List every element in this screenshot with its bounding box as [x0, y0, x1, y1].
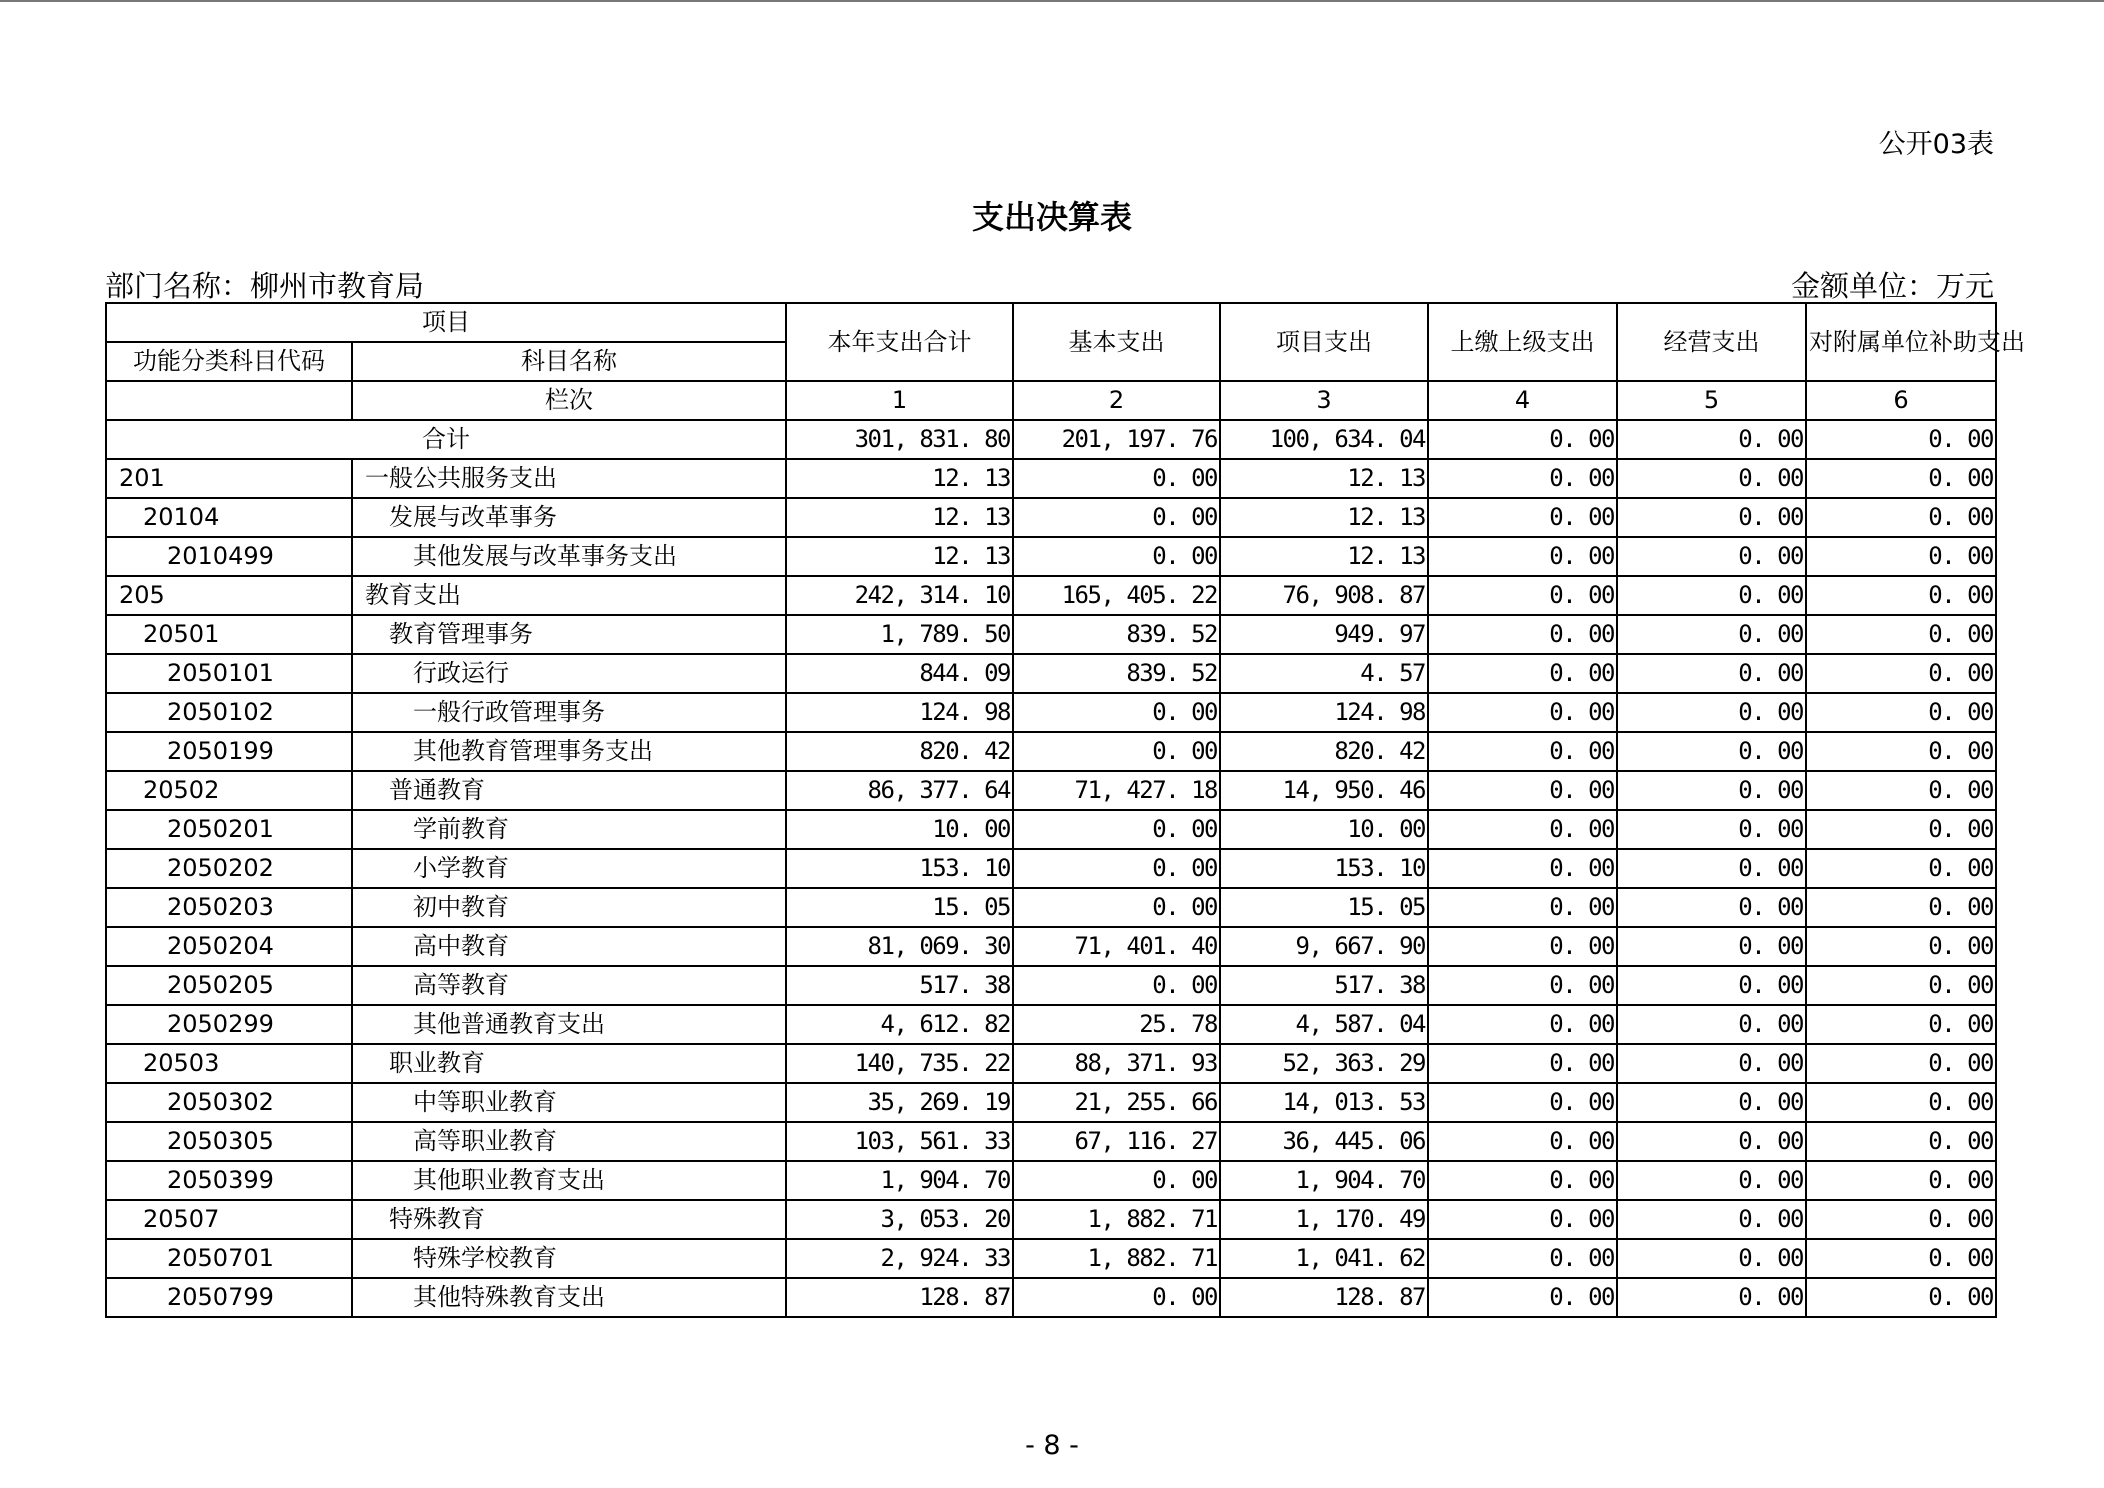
table-row [106, 1122, 1996, 1161]
row-value: 0. 00 [1806, 1005, 1996, 1044]
row-code: 2050201 [106, 810, 352, 849]
column-number: 6 [1806, 381, 1996, 420]
row-value: 12. 13 [786, 498, 1013, 537]
row-value: 0. 00 [1428, 888, 1617, 927]
row-value: 0. 00 [1013, 732, 1220, 771]
row-value: 4, 612. 82 [786, 1005, 1013, 1044]
row-code: 2050204 [106, 927, 352, 966]
row-value: 10. 00 [1220, 810, 1428, 849]
row-value: 0. 00 [1806, 1044, 1996, 1083]
row-value: 949. 97 [1220, 615, 1428, 654]
column-number-label: 栏次 [352, 381, 786, 420]
table-row [106, 1005, 1996, 1044]
row-name: 高等教育 [352, 966, 786, 1005]
row-value: 9, 667. 90 [1220, 927, 1428, 966]
table-row [106, 576, 1996, 615]
row-name: 其他发展与改革事务支出 [352, 537, 786, 576]
row-value: 15. 05 [786, 888, 1013, 927]
row-value: 0. 00 [1428, 498, 1617, 537]
row-value: 0. 00 [1617, 1161, 1806, 1200]
row-value: 128. 87 [786, 1278, 1013, 1317]
row-value: 0. 00 [1428, 693, 1617, 732]
header-code: 功能分类科目代码 [106, 342, 352, 381]
row-value: 0. 00 [1617, 498, 1806, 537]
row-value: 0. 00 [1806, 732, 1996, 771]
table-row [106, 771, 1996, 810]
row-value: 0. 00 [1617, 732, 1806, 771]
row-value: 0. 00 [1617, 1005, 1806, 1044]
row-name: 小学教育 [352, 849, 786, 888]
row-value: 0. 00 [1617, 849, 1806, 888]
row-value: 0. 00 [1806, 498, 1996, 537]
row-code: 2050203 [106, 888, 352, 927]
row-value: 0. 00 [1617, 537, 1806, 576]
column-number-blank [106, 381, 352, 420]
row-value: 0. 00 [1806, 1122, 1996, 1161]
row-value: 0. 00 [1013, 966, 1220, 1005]
row-value: 86, 377. 64 [786, 771, 1013, 810]
row-value: 12. 13 [1220, 459, 1428, 498]
column-number-row [106, 381, 1996, 420]
table-row [106, 849, 1996, 888]
row-value: 0. 00 [1428, 1278, 1617, 1317]
row-value: 12. 13 [786, 537, 1013, 576]
row-name: 行政运行 [352, 654, 786, 693]
row-value: 153. 10 [786, 849, 1013, 888]
row-code: 2050101 [106, 654, 352, 693]
row-value: 0. 00 [1617, 1239, 1806, 1278]
table-row [106, 1278, 1996, 1317]
header-item: 项目 [106, 303, 786, 342]
row-value: 0. 00 [1806, 1200, 1996, 1239]
row-value: 517. 38 [786, 966, 1013, 1005]
row-value: 12. 13 [1220, 537, 1428, 576]
row-value: 4. 57 [1220, 654, 1428, 693]
row-value: 153. 10 [1220, 849, 1428, 888]
column-number: 2 [1013, 381, 1220, 420]
expenditure-table [105, 302, 2025, 1318]
row-value: 1, 904. 70 [786, 1161, 1013, 1200]
total-value: 301, 831. 80 [786, 420, 1013, 459]
row-value: 14, 013. 53 [1220, 1083, 1428, 1122]
row-value: 0. 00 [1617, 810, 1806, 849]
row-value: 0. 00 [1806, 927, 1996, 966]
row-value: 0. 00 [1428, 576, 1617, 615]
total-row [106, 420, 1996, 459]
row-value: 0. 00 [1617, 1122, 1806, 1161]
header-col4: 上缴上级支出 [1428, 303, 1617, 381]
row-value: 81, 069. 30 [786, 927, 1013, 966]
table-row [106, 693, 1996, 732]
row-value: 0. 00 [1428, 615, 1617, 654]
row-code: 20502 [106, 771, 352, 810]
row-code: 20501 [106, 615, 352, 654]
row-name: 特殊教育 [352, 1200, 786, 1239]
row-value: 839. 52 [1013, 654, 1220, 693]
row-value: 0. 00 [1806, 771, 1996, 810]
row-value: 10. 00 [786, 810, 1013, 849]
row-value: 88, 371. 93 [1013, 1044, 1220, 1083]
row-value: 0. 00 [1428, 1005, 1617, 1044]
total-value: 0. 00 [1617, 420, 1806, 459]
table-row [106, 888, 1996, 927]
row-value: 0. 00 [1428, 1200, 1617, 1239]
row-value: 0. 00 [1806, 1161, 1996, 1200]
row-value: 0. 00 [1617, 927, 1806, 966]
row-name: 高中教育 [352, 927, 786, 966]
row-value: 67, 116. 27 [1013, 1122, 1220, 1161]
row-value: 4, 587. 04 [1220, 1005, 1428, 1044]
row-code: 20503 [106, 1044, 352, 1083]
row-value: 2, 924. 33 [786, 1239, 1013, 1278]
row-value: 0. 00 [1428, 966, 1617, 1005]
row-value: 0. 00 [1013, 849, 1220, 888]
row-value: 1, 904. 70 [1220, 1161, 1428, 1200]
row-name: 其他普通教育支出 [352, 1005, 786, 1044]
row-value: 0. 00 [1617, 459, 1806, 498]
row-name: 中等职业教育 [352, 1083, 786, 1122]
row-value: 0. 00 [1806, 537, 1996, 576]
total-value: 0. 00 [1428, 420, 1617, 459]
total-label: 合计 [106, 420, 786, 459]
row-name: 其他教育管理事务支出 [352, 732, 786, 771]
total-value: 100, 634. 04 [1220, 420, 1428, 459]
department-name: 部门名称：柳州市教育局 [105, 269, 425, 303]
row-name: 职业教育 [352, 1044, 786, 1083]
row-value: 0. 00 [1428, 537, 1617, 576]
row-name: 普通教育 [352, 771, 786, 810]
header-col6: 对附属单位补助支出 [1806, 303, 1996, 381]
row-value: 1, 170. 49 [1220, 1200, 1428, 1239]
row-value: 124. 98 [1220, 693, 1428, 732]
row-name: 一般公共服务支出 [352, 459, 786, 498]
row-value: 517. 38 [1220, 966, 1428, 1005]
row-value: 0. 00 [1617, 654, 1806, 693]
row-value: 1, 041. 62 [1220, 1239, 1428, 1278]
table-row [106, 1044, 1996, 1083]
row-value: 0. 00 [1806, 693, 1996, 732]
row-value: 0. 00 [1428, 654, 1617, 693]
row-value: 71, 427. 18 [1013, 771, 1220, 810]
row-value: 0. 00 [1617, 771, 1806, 810]
row-value: 0. 00 [1806, 849, 1996, 888]
row-name: 学前教育 [352, 810, 786, 849]
table-row [106, 1083, 1996, 1122]
row-name: 发展与改革事务 [352, 498, 786, 537]
row-code: 201 [106, 459, 352, 498]
row-value: 0. 00 [1806, 576, 1996, 615]
row-value: 25. 78 [1013, 1005, 1220, 1044]
top-border-line [0, 0, 2104, 2]
row-value: 0. 00 [1806, 1278, 1996, 1317]
row-name: 一般行政管理事务 [352, 693, 786, 732]
row-value: 0. 00 [1806, 966, 1996, 1005]
row-value: 0. 00 [1013, 810, 1220, 849]
row-code: 2050399 [106, 1161, 352, 1200]
row-value: 0. 00 [1428, 1083, 1617, 1122]
row-code: 2050701 [106, 1239, 352, 1278]
row-value: 0. 00 [1617, 1278, 1806, 1317]
row-code: 2050305 [106, 1122, 352, 1161]
row-value: 844. 09 [786, 654, 1013, 693]
row-value: 0. 00 [1013, 693, 1220, 732]
row-value: 0. 00 [1428, 810, 1617, 849]
row-value: 1, 882. 71 [1013, 1239, 1220, 1278]
row-name: 教育支出 [352, 576, 786, 615]
row-value: 0. 00 [1617, 1044, 1806, 1083]
row-code: 2050302 [106, 1083, 352, 1122]
header-col2: 基本支出 [1013, 303, 1220, 381]
row-code: 205 [106, 576, 352, 615]
row-value: 0. 00 [1806, 654, 1996, 693]
table-row [106, 1239, 1996, 1278]
row-value: 0. 00 [1428, 849, 1617, 888]
column-number: 1 [786, 381, 1013, 420]
row-code: 20507 [106, 1200, 352, 1239]
header-col3: 项目支出 [1220, 303, 1428, 381]
row-value: 0. 00 [1013, 537, 1220, 576]
row-code: 2050799 [106, 1278, 352, 1317]
row-value: 0. 00 [1806, 888, 1996, 927]
row-value: 76, 908. 87 [1220, 576, 1428, 615]
row-code: 20104 [106, 498, 352, 537]
row-value: 140, 735. 22 [786, 1044, 1013, 1083]
row-name: 特殊学校教育 [352, 1239, 786, 1278]
row-name: 其他职业教育支出 [352, 1161, 786, 1200]
table-row [106, 654, 1996, 693]
header-col1: 本年支出合计 [786, 303, 1013, 381]
row-code: 2050199 [106, 732, 352, 771]
row-value: 0. 00 [1428, 771, 1617, 810]
row-value: 0. 00 [1806, 810, 1996, 849]
row-value: 820. 42 [786, 732, 1013, 771]
header-name: 科目名称 [352, 342, 786, 381]
row-value: 0. 00 [1013, 498, 1220, 537]
row-code: 2050102 [106, 693, 352, 732]
table-row [106, 927, 1996, 966]
row-value: 0. 00 [1617, 576, 1806, 615]
row-value: 242, 314. 10 [786, 576, 1013, 615]
row-value: 1, 882. 71 [1013, 1200, 1220, 1239]
row-name: 初中教育 [352, 888, 786, 927]
row-code: 2050299 [106, 1005, 352, 1044]
total-value: 201, 197. 76 [1013, 420, 1220, 459]
row-name: 其他特殊教育支出 [352, 1278, 786, 1317]
table-row [106, 1200, 1996, 1239]
row-value: 0. 00 [1617, 693, 1806, 732]
table-row [106, 732, 1996, 771]
table-row [106, 498, 1996, 537]
header-col5: 经营支出 [1617, 303, 1806, 381]
row-value: 0. 00 [1806, 1239, 1996, 1278]
row-value: 839. 52 [1013, 615, 1220, 654]
row-value: 165, 405. 22 [1013, 576, 1220, 615]
form-number: 公开03表 [1878, 129, 1994, 160]
column-number: 4 [1428, 381, 1617, 420]
row-value: 0. 00 [1617, 1200, 1806, 1239]
row-value: 52, 363. 29 [1220, 1044, 1428, 1083]
page-number: - 8 - [1025, 1430, 1079, 1461]
row-value: 36, 445. 06 [1220, 1122, 1428, 1161]
page-title: 支出决算表 [971, 198, 1132, 236]
row-value: 3, 053. 20 [786, 1200, 1013, 1239]
row-value: 103, 561. 33 [786, 1122, 1013, 1161]
row-value: 124. 98 [786, 693, 1013, 732]
row-value: 0. 00 [1806, 459, 1996, 498]
header-row-1 [106, 303, 1996, 342]
row-name: 高等职业教育 [352, 1122, 786, 1161]
row-value: 0. 00 [1428, 1122, 1617, 1161]
row-value: 12. 13 [786, 459, 1013, 498]
row-value: 15. 05 [1220, 888, 1428, 927]
row-value: 35, 269. 19 [786, 1083, 1013, 1122]
column-number: 3 [1220, 381, 1428, 420]
row-value: 14, 950. 46 [1220, 771, 1428, 810]
row-value: 820. 42 [1220, 732, 1428, 771]
total-value: 0. 00 [1806, 420, 1996, 459]
table-row [106, 537, 1996, 576]
row-value: 0. 00 [1617, 1083, 1806, 1122]
row-value: 0. 00 [1806, 615, 1996, 654]
row-value: 0. 00 [1617, 615, 1806, 654]
row-value: 128. 87 [1220, 1278, 1428, 1317]
row-code: 2010499 [106, 537, 352, 576]
row-value: 12. 13 [1220, 498, 1428, 537]
table-row [106, 615, 1996, 654]
column-number: 5 [1617, 381, 1806, 420]
row-value: 0. 00 [1806, 1083, 1996, 1122]
row-value: 1, 789. 50 [786, 615, 1013, 654]
row-value: 0. 00 [1428, 1161, 1617, 1200]
row-value: 0. 00 [1428, 927, 1617, 966]
row-value: 0. 00 [1013, 459, 1220, 498]
row-value: 0. 00 [1617, 966, 1806, 1005]
row-value: 71, 401. 40 [1013, 927, 1220, 966]
row-name: 教育管理事务 [352, 615, 786, 654]
row-value: 21, 255. 66 [1013, 1083, 1220, 1122]
row-value: 0. 00 [1428, 459, 1617, 498]
row-value: 0. 00 [1013, 1161, 1220, 1200]
row-value: 0. 00 [1428, 1044, 1617, 1083]
table-row [106, 1161, 1996, 1200]
row-value: 0. 00 [1013, 888, 1220, 927]
row-code: 2050205 [106, 966, 352, 1005]
amount-unit: 金额单位：万元 [1790, 269, 1994, 303]
row-value: 0. 00 [1428, 1239, 1617, 1278]
row-value: 0. 00 [1617, 888, 1806, 927]
table-row [106, 966, 1996, 1005]
table-row [106, 810, 1996, 849]
table-row [106, 459, 1996, 498]
row-value: 0. 00 [1013, 1278, 1220, 1317]
row-value: 0. 00 [1428, 732, 1617, 771]
row-code: 2050202 [106, 849, 352, 888]
